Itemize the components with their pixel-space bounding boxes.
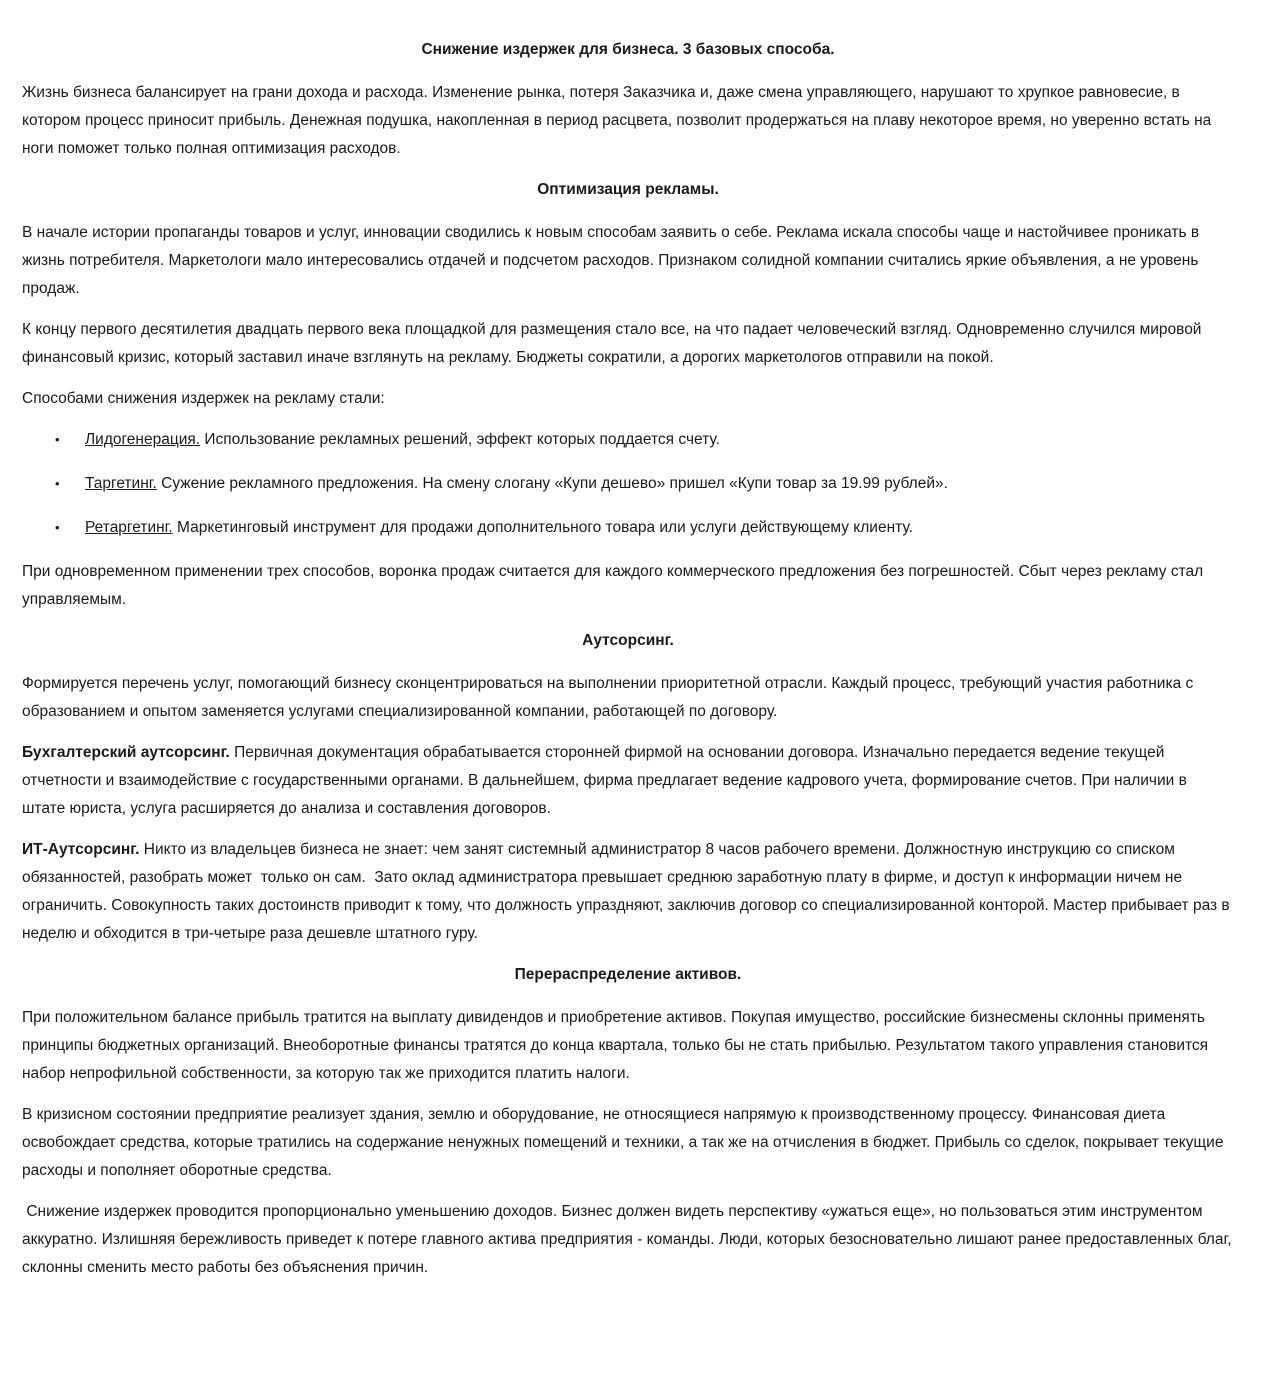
document-title: Снижение издержек для бизнеса. 3 базовых способа. — [421, 41, 835, 58]
list-item — [55, 470, 1234, 498]
list-item-term: Ретаргетинг. — [85, 519, 173, 536]
section-heading-advertising: Оптимизация рекламы. — [537, 181, 719, 198]
list-item-description: Маркетинговый инструмент для продажи дополнительного товара или услуги действующему клиенту. — [172, 519, 913, 536]
paragraph: К концу первого десятилетия двадцать первого века площадкой для размещения стало все, на что падает человеческий взгляд. Одновременно случился мировой финансовый кризис, который заставил иначе взглянуть на рекламу. Бюджеты сократили, а дорогих маркетологов отправили на покой. — [22, 321, 1206, 366]
section-heading-outsourcing: Аутсорсинг. — [582, 632, 674, 649]
intro-paragraph: Жизнь бизнеса балансирует на грани дохода и расхода. Изменение рынка, потеря Заказчика и, даже смена управляющего, нарушают то хрупкое равновесие, в котором процесс приносит прибыль. Денежная подушка, накопленная в период расцвета, позволит продержаться на плаву некоторое время, но уверенно встать на ноги поможет только полная оптимизация расходов. — [22, 84, 1216, 157]
paragraph-lead: Бухгалтерский аутсорсинг. — [22, 744, 230, 761]
paragraph: Снижение издержек проводится пропорционально уменьшению доходов. Бизнес должен видеть перспективу «ужаться еще», но пользоваться этим инструментом аккуратно. Излишняя бережливость приведет к потере главного актива предприятия - команды. Люди, которых безосновательно лишают ранее предоставленных благ, склонны сменить место работы без объяснения причин. — [22, 1203, 1236, 1276]
paragraph-it-outsourcing — [22, 836, 1234, 948]
bullet-icon: • — [55, 520, 60, 535]
list-item — [55, 514, 1234, 542]
list-item-description: Использование рекламных решений, эффект которых поддается счету. — [200, 431, 720, 448]
paragraph: В кризисном состоянии предприятие реализует здания, землю и оборудование, не относящиеся напрямую к производственному процессу. Финансовая диета освобождает средства, которые тратились на содержание ненужных помещений и техники, а так же на отчисления в бюджет. Прибыль со сделок, покрывает текущие расходы и пополняет оборотные средства. — [22, 1106, 1228, 1179]
paragraph: При одновременном применении трех способов, воронка продаж считается для каждого коммерческого предложения без погрешностей. Сбыт через рекламу стал управляемым. — [22, 563, 1208, 608]
list-item-text — [85, 470, 1234, 498]
list-item-description: Сужение рекламного предложения. На смену слогану «Купи дешево» пришел «Купи товар за 19.99 рублей». — [156, 475, 948, 492]
bullet-icon: • — [55, 476, 60, 491]
cost-reduction-methods-list — [22, 426, 1234, 542]
paragraph-body: Никто из владельцев бизнеса не знает: чем занят системный администратор 8 часов рабочего времени. Должностную инструкцию со списком обязанностей, разобрать может только он сам. Зато оклад администратора превышает среднюю заработную плату в фирме, и доступ к информации ничем не ограничить. Совокупность таких достоинств приводит к тому, что должность упраздняют, заключив договор со специализированной конторой. Мастер прибывает раз в неделю и обходится в три-четыре раза дешевле штатного гуру. — [22, 841, 1234, 942]
list-item-term: Таргетинг. — [85, 475, 157, 492]
paragraph: В начале истории пропаганды товаров и услуг, инновации сводились к новым способам заявить о себе. Реклама искала способы чаще и настойчивее проникать в жизнь потребителя. Маркетологи мало интересовались отдачей и подсчетом расходов. Признаком солидной компании считались яркие объявления, а не уровень продаж. — [22, 224, 1204, 297]
list-item-text — [85, 426, 1234, 454]
paragraph-body: Первичная документация обрабатывается сторонней фирмой на основании договора. Изначально передается ведение текущей отчетности и взаимодействие с государственными органами. В дальнейшем, фирма предлагает ведение кадрового учета, формирование счетов. При наличии в штате юриста, услуга расширяется до анализа и составления договоров. — [22, 744, 1192, 817]
section-heading-assets: Перераспределение активов. — [514, 966, 742, 983]
paragraph-accounting-outsourcing — [22, 739, 1234, 823]
paragraph: Формируется перечень услуг, помогающий бизнесу сконцентрироваться на выполнении приоритетной отрасли. Каждый процесс, требующий участия работника с образованием и опытом заменяется услугами специализированной компании, работающей по договору. — [22, 675, 1198, 720]
paragraph: При положительном балансе прибыль тратится на выплату дивидендов и приобретение активов. Покупая имущество, российские бизнесмены склонны применять принципы бюджетных организаций. Внеоборотные финансы тратятся до конца квартала, только бы не стать прибылью. Результатом такого управления становится набор непрофильной собственности, за которую так же приходится платить налоги. — [22, 1009, 1213, 1082]
paragraph: Способами снижения издержек на рекламу стали: — [22, 390, 385, 407]
paragraph-lead: ИТ-Аутсорсинг. — [22, 841, 140, 858]
bullet-icon: • — [55, 432, 60, 447]
list-item-term: Лидогенерация. — [85, 431, 201, 448]
list-item-text — [85, 514, 1234, 542]
list-item — [55, 426, 1234, 454]
